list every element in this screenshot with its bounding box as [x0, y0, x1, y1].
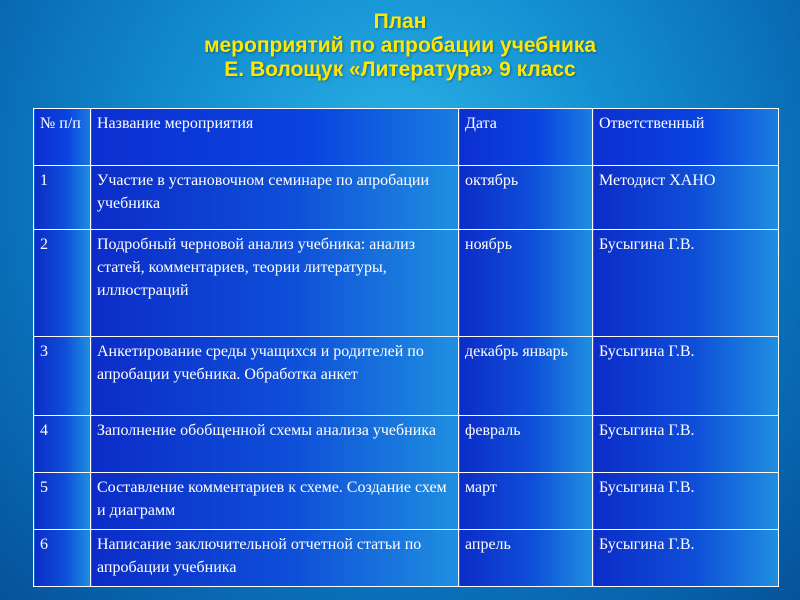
title-line-1: План	[373, 10, 427, 33]
row-responsible: Бусыгина Г.В.	[593, 530, 779, 587]
row-responsible: Бусыгина Г.В.	[593, 416, 779, 473]
row-responsible: Бусыгина Г.В.	[593, 473, 779, 530]
row-number: 3	[34, 337, 91, 416]
row-date: октябрь	[459, 166, 593, 230]
table-row	[34, 337, 779, 416]
row-date: декабрь январь	[459, 337, 593, 416]
header-date: Дата	[459, 109, 593, 166]
row-event-name: Подробный черновой анализ учебника: анализ статей, комментариев, теории литературы, иллюстраций	[91, 230, 459, 337]
row-date: ноябрь	[459, 230, 593, 337]
header-number: № п/п	[34, 109, 91, 166]
row-responsible: Методист ХАНО	[593, 166, 779, 230]
table-row	[34, 530, 779, 587]
table-row	[34, 416, 779, 473]
title-line-2: мероприятий по апробации учебника	[203, 34, 597, 57]
row-number: 6	[34, 530, 91, 587]
row-number: 2	[34, 230, 91, 337]
row-event-name: Участие в установочном семинаре по апробации учебника	[91, 166, 459, 230]
title-line-3: Е. Волощук «Литература» 9 класс	[224, 58, 576, 81]
header-responsible: Ответственный	[593, 109, 779, 166]
row-date: февраль	[459, 416, 593, 473]
row-event-name: Написание заключительной отчетной статьи по апробации учебника	[91, 530, 459, 587]
table-row	[34, 166, 779, 230]
table-row	[34, 230, 779, 337]
row-number: 1	[34, 166, 91, 230]
row-responsible: Бусыгина Г.В.	[593, 230, 779, 337]
plan-table	[33, 108, 779, 587]
row-date: апрель	[459, 530, 593, 587]
row-number: 5	[34, 473, 91, 530]
row-responsible: Бусыгина Г.В.	[593, 337, 779, 416]
row-event-name: Составление комментариев к схеме. Создание схем и диаграмм	[91, 473, 459, 530]
row-event-name: Заполнение обобщенной схемы анализа учебника	[91, 416, 459, 473]
page-title	[0, 10, 800, 82]
row-number: 4	[34, 416, 91, 473]
header-event-name: Название мероприятия	[91, 109, 459, 166]
row-date: март	[459, 473, 593, 530]
row-event-name: Анкетирование среды учащихся и родителей по апробации учебника. Обработка анкет	[91, 337, 459, 416]
table-header-row	[34, 109, 779, 166]
table-row	[34, 473, 779, 530]
